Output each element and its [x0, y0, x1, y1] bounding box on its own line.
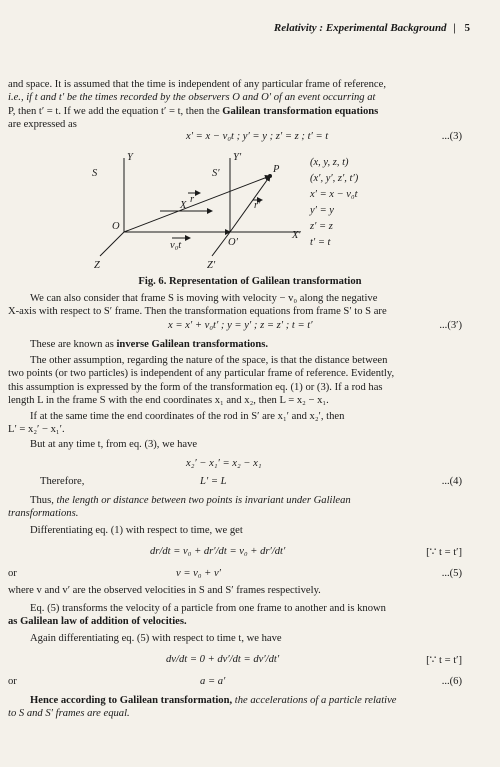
- text-line: i.e., if t and t′ be the times recorded by the observers O and O′ of an event occurring at: [8, 92, 376, 104]
- equation-condition: [∵ t = t′]: [426, 655, 462, 666]
- paragraph-any-time: But at any time t, from eq. (3), we have: [30, 439, 198, 450]
- text-line: as Galilean law of addition of velocities.: [8, 616, 187, 628]
- relation-4: y′ = y: [310, 205, 334, 216]
- label-Z: Z: [94, 260, 100, 271]
- paragraph-space: [8, 354, 466, 408]
- label-P: P: [273, 164, 280, 175]
- paragraph-invariant: [8, 494, 466, 521]
- equation-number: ...(6): [441, 676, 462, 687]
- bold-term: Hence according to Galilean transformation,: [30, 695, 233, 706]
- text-span: P, then t′ = t. If we add the equation t′ = t, then the: [8, 105, 223, 117]
- paragraph-differentiate: Differentiating eq. (1) with respect to time, we get: [30, 525, 243, 536]
- equation-number: ...(3): [441, 131, 462, 142]
- paragraph-inverse: [8, 292, 466, 319]
- bold-term: inverse Galilean transformations.: [116, 339, 269, 350]
- text-line: We can also consider that frame S is moving with velocity − v₀ along the negative: [30, 293, 378, 304]
- italic-span: the accelerations of a particle relative: [232, 695, 397, 706]
- label-r-prime: r′: [254, 200, 261, 211]
- equation-number: ...(3′): [439, 320, 462, 331]
- point-p: [268, 174, 272, 178]
- bold-term: Galilean transformation equations: [222, 105, 379, 117]
- label-Y: Y: [127, 152, 133, 163]
- text-line: [8, 494, 466, 507]
- text-line: to S and S′ frames are equal.: [8, 708, 130, 720]
- equation-3: x′ = x − v₀t ; y′ = y ; z′ = z ; t′ = t: [186, 131, 329, 142]
- italic-span: the length or distance between two points is invariant under Galilean: [56, 495, 351, 506]
- label-Y-prime: Y′: [233, 152, 242, 163]
- text-line: L′ = x₂′ − x₁′.: [8, 424, 65, 436]
- equation-number: ...(4): [441, 476, 462, 487]
- relation-5: z′ = z: [310, 221, 333, 232]
- paragraph-rod: [8, 410, 466, 437]
- text-line: X-axis with respect to S′ frame. Then the transformation equations from frame S′ to S are: [8, 306, 387, 318]
- relation-6: t′ = t: [310, 237, 331, 248]
- equation-difference: x₂′ − x₁′ = x₂ − x₁: [186, 458, 262, 469]
- paragraph-conclusion: [8, 694, 466, 721]
- label-X-prime: X′: [292, 230, 301, 241]
- page-number: 5: [464, 22, 470, 34]
- z-axis: [100, 232, 124, 256]
- text-line: and space. It is assumed that the time is independent of any particular frame of reference,: [8, 79, 386, 90]
- relation-1: (x, y, z, t): [310, 157, 349, 168]
- label-S-prime: S′: [212, 168, 220, 179]
- text-line: The other assumption, regarding the nature of the space, is that the distance between: [30, 355, 388, 366]
- label-v0t: v₀t: [170, 240, 182, 251]
- equation-number: ...(5): [441, 568, 462, 579]
- text-span: Thus,: [30, 495, 57, 506]
- equation-3-prime: x = x′ + v₀t′ ; y = y′ ; z = z′ ; t = t′: [168, 320, 313, 331]
- label-X: X: [180, 200, 187, 211]
- position-vector-r-prime: [230, 176, 270, 232]
- text-line: are expressed as: [8, 119, 77, 131]
- equation-acceleration: dv/dt = 0 + dv′/dt = dv′/dt′: [166, 654, 280, 665]
- text-line: transformations.: [8, 508, 79, 520]
- or-label: or: [8, 568, 17, 579]
- equation-6: a = a′: [200, 676, 226, 687]
- label-O: O: [112, 221, 120, 232]
- therefore-label: Therefore,: [40, 476, 85, 487]
- figure-caption: Fig. 6. Representation of Galilean transformation: [138, 276, 362, 287]
- galilean-figure: [0, 150, 500, 272]
- label-Z-prime: Z′: [207, 260, 216, 271]
- text-line: [8, 105, 466, 118]
- running-title: Relativity : Experimental Background: [273, 22, 447, 34]
- text-span: These are known as: [30, 339, 117, 350]
- equation-velocity: dr/dt = v₀ + dr′/dt = v₀ + dr′/dt′: [150, 546, 286, 557]
- equation-5: v = v₀ + v′: [176, 568, 221, 579]
- text-line: Eq. (5) transforms the velocity of a particle from one frame to another and is known: [30, 603, 386, 614]
- relation-2: (x′, y′, z′, t′): [310, 173, 359, 184]
- label-O-prime: O′: [228, 237, 238, 248]
- position-vector-r: [124, 176, 270, 232]
- header-separator: |: [453, 22, 456, 34]
- or-label: or: [8, 676, 17, 687]
- paragraph-addition-law: [8, 602, 466, 629]
- text-line: this assumption is expressed by the form of the transformation eq. (1) or (3). If a rod has: [8, 381, 383, 393]
- paragraph-intro: [8, 78, 466, 132]
- paragraph-inverse-name: [30, 338, 466, 351]
- text-line: [8, 694, 466, 707]
- equation-condition: [∵ t = t′]: [426, 547, 462, 558]
- paragraph-again: Again differentiating eq. (5) with respect to time t, we have: [30, 633, 282, 644]
- text-line: two points (or two particles) is independent of any particular frame of reference. Evidently,: [8, 368, 395, 380]
- paragraph-velocities: where v and v′ are the observed velocities in S and S′ frames respectively.: [8, 585, 321, 596]
- label-S: S: [92, 168, 98, 179]
- relation-3: x′ = x − v₀t: [310, 189, 358, 200]
- label-r: r: [190, 194, 195, 205]
- running-header: [274, 22, 470, 34]
- equation-4: L′ = L: [200, 476, 227, 487]
- text-line: If at the same time the end coordinates of the rod in S′ are x₁′ and x₂′, then: [30, 411, 345, 422]
- text-line: length L in the frame S with the end coordinates x₁ and x₂, then L = x₂ − x₁.: [8, 395, 329, 407]
